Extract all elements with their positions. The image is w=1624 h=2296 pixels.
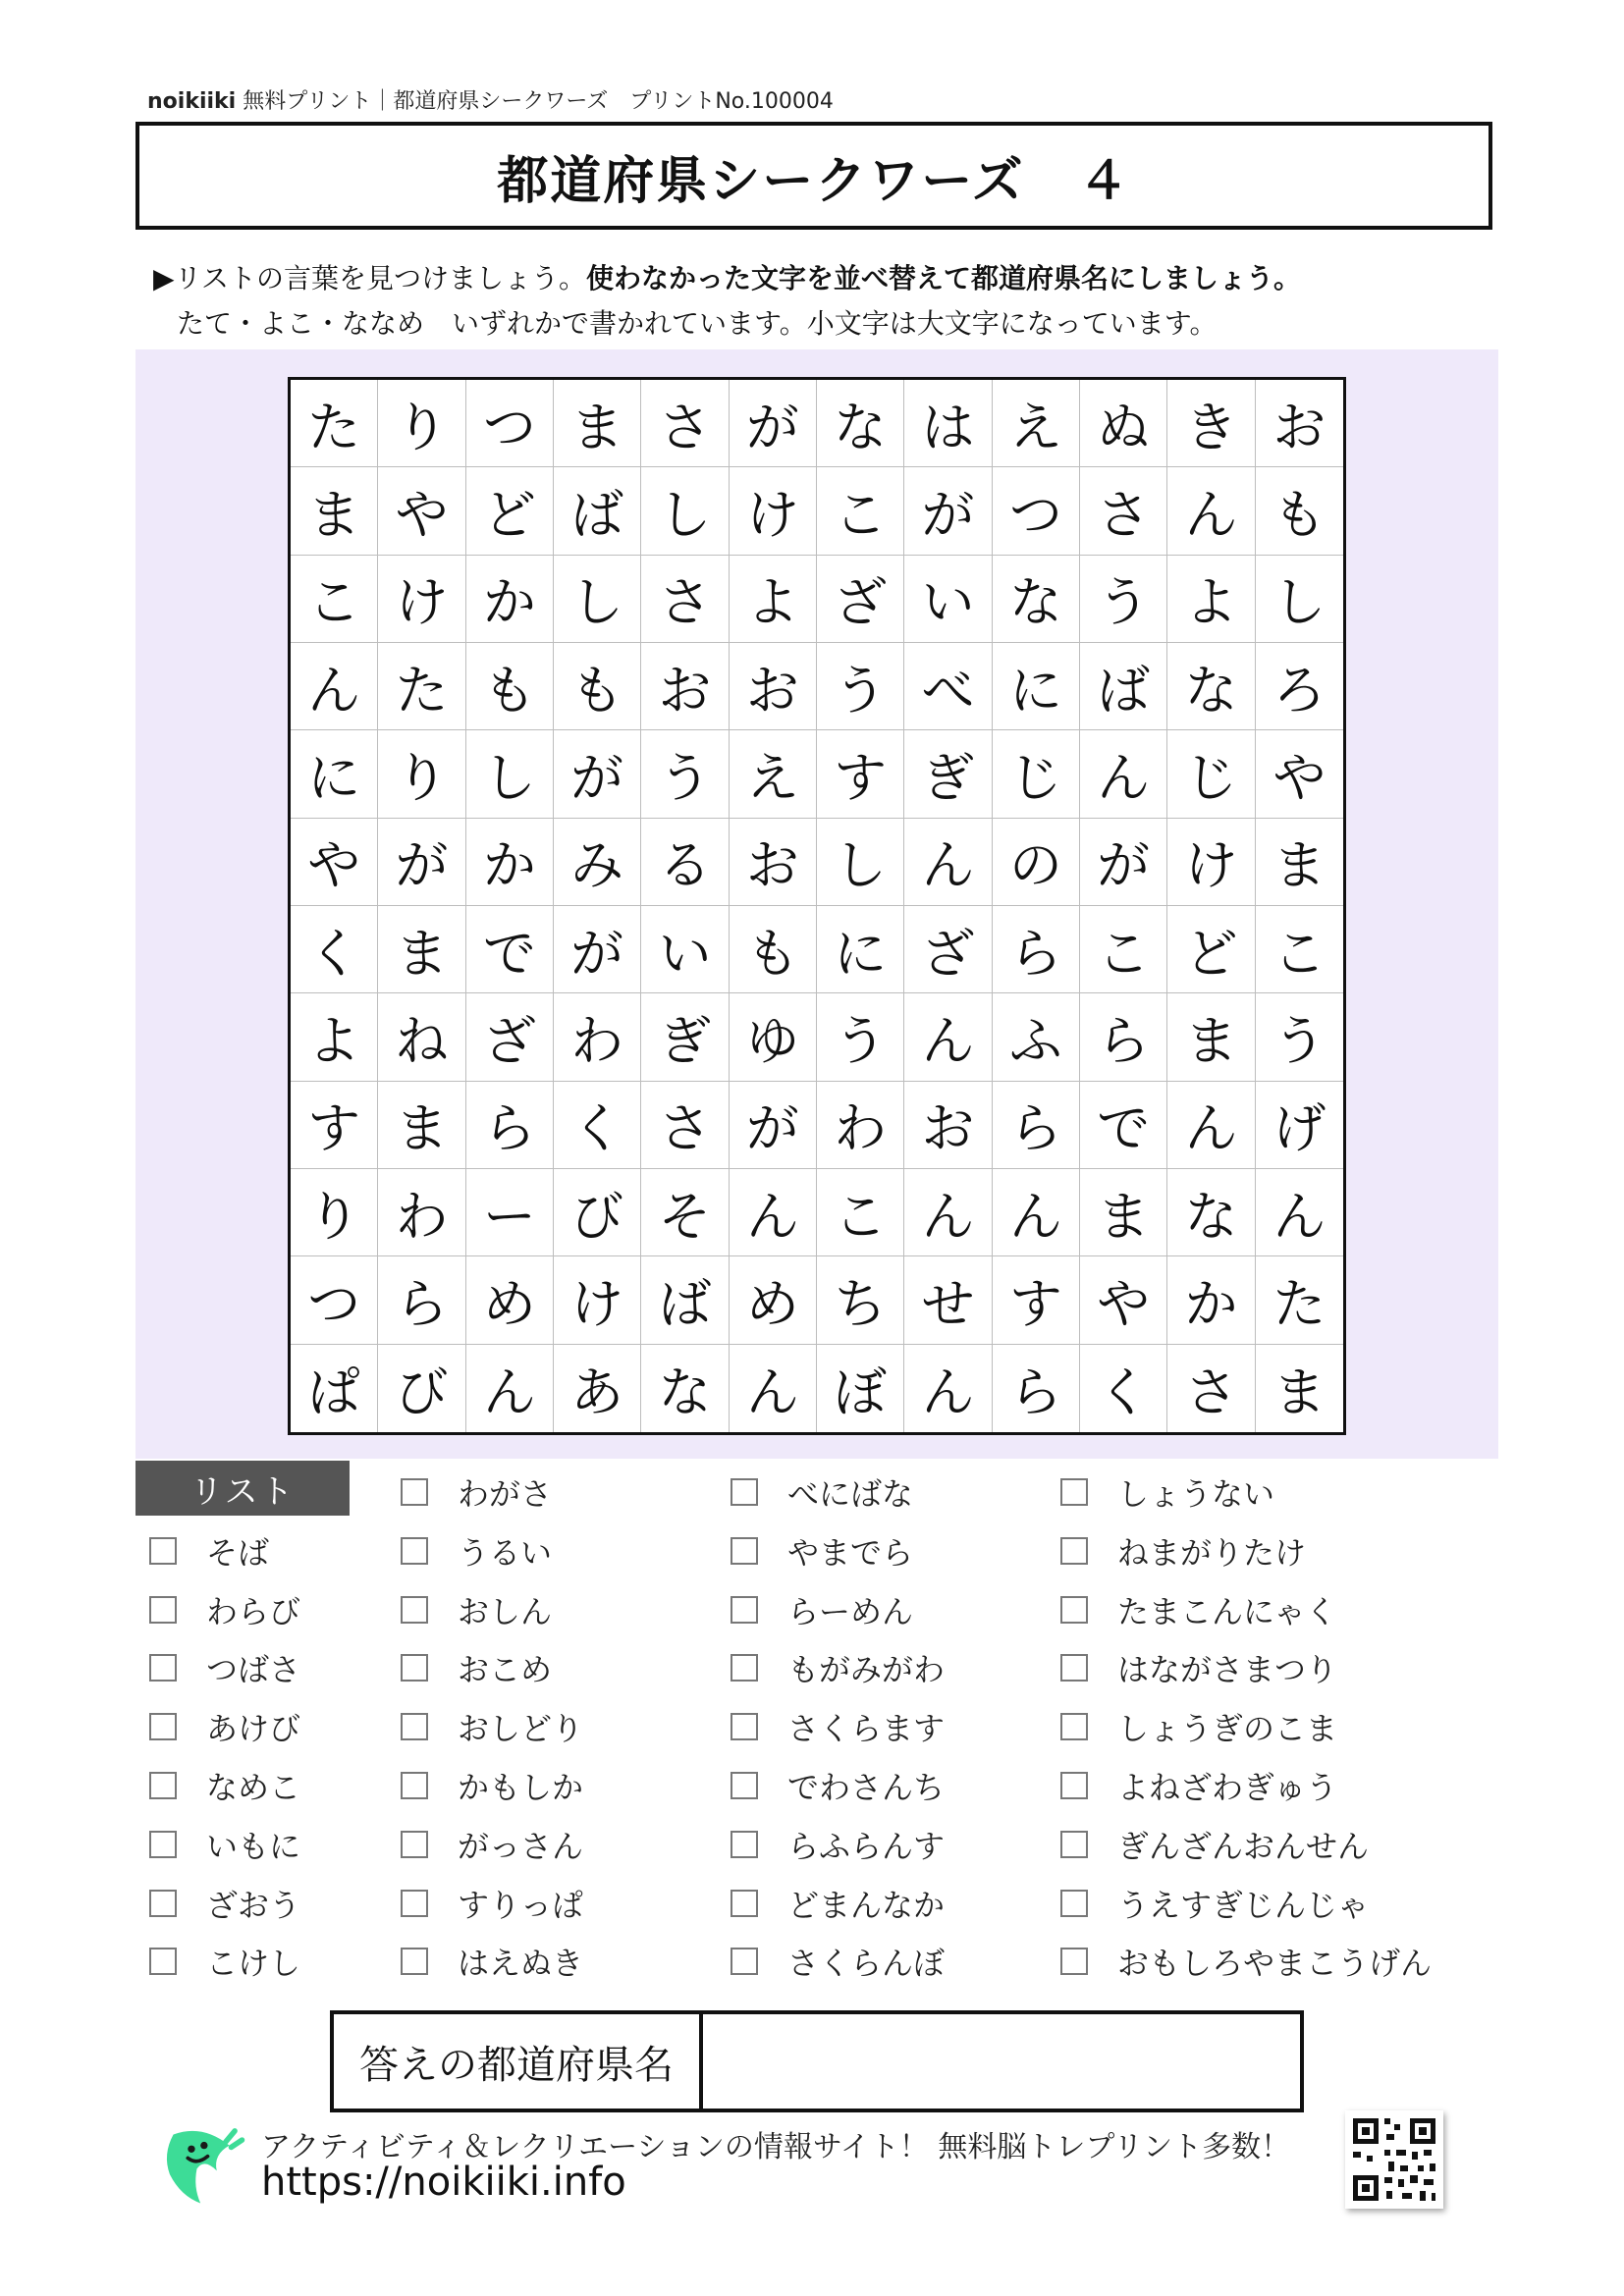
grid-cell: せ — [904, 1256, 992, 1344]
word-checkbox[interactable] — [731, 1948, 758, 1975]
word-label: らーめん — [787, 1592, 914, 1630]
word-label: しょうない — [1117, 1475, 1275, 1513]
grid-cell: ら — [378, 1256, 465, 1344]
grid-cell: こ — [817, 1169, 904, 1256]
grid-cell: ら — [993, 1345, 1080, 1432]
grid-cell: つ — [466, 380, 554, 467]
grid-cell: ん — [730, 1345, 817, 1432]
word-label: おしん — [458, 1592, 553, 1630]
grid-cell: や — [291, 819, 378, 906]
list-item — [149, 1590, 300, 1629]
grid-cell: み — [554, 819, 641, 906]
word-checkbox[interactable] — [149, 1537, 177, 1565]
noikiiki-logo-icon — [157, 2118, 247, 2209]
grid-cell: ど — [466, 467, 554, 555]
grid-cell: し — [817, 819, 904, 906]
grid-cell: つ — [291, 1256, 378, 1344]
word-label: なめこ — [206, 1769, 301, 1806]
list-item — [1060, 1472, 1274, 1512]
grid-cell: ら — [993, 1082, 1080, 1169]
word-checkbox[interactable] — [1060, 1654, 1088, 1682]
grid-cell: め — [466, 1256, 554, 1344]
word-label: しょうぎのこま — [1117, 1710, 1338, 1748]
grid-cell: ん — [1080, 730, 1167, 818]
grid-cell: か — [1167, 1256, 1255, 1344]
list-item — [731, 1942, 945, 1981]
word-label: おこめ — [458, 1651, 553, 1689]
list-item — [731, 1472, 913, 1512]
grid-cell: よ — [291, 993, 378, 1081]
list-item — [1060, 1825, 1369, 1864]
grid-cell: つ — [993, 467, 1080, 555]
grid-cell: ん — [993, 1169, 1080, 1256]
word-checkbox[interactable] — [731, 1713, 758, 1740]
grid-cell: び — [378, 1345, 465, 1432]
word-label: つばさ — [206, 1651, 301, 1689]
word-label: やまでら — [787, 1533, 914, 1572]
list-item — [149, 1766, 300, 1805]
grid-cell: こ — [291, 556, 378, 643]
grid-cell: で — [466, 906, 554, 993]
word-checkbox[interactable] — [401, 1772, 428, 1799]
grid-cell: も — [1256, 467, 1343, 555]
grid-cell: ど — [1167, 906, 1255, 993]
word-checkbox[interactable] — [1060, 1890, 1088, 1917]
word-label: おもしろやまこうげん — [1117, 1945, 1433, 1983]
word-label: よねざわぎゅう — [1117, 1769, 1338, 1806]
grid-cell: た — [1256, 1256, 1343, 1344]
grid-cell: ま — [1256, 819, 1343, 906]
grid-cell: り — [291, 1169, 378, 1256]
instruction-bold: 使わなかった文字を並べ替えて都道府県名にしましょう。 — [585, 262, 1301, 294]
grid-cell: い — [641, 906, 729, 993]
word-label: はながさまつり — [1117, 1651, 1338, 1689]
list-item — [149, 1942, 300, 1981]
grid-cell: け — [730, 467, 817, 555]
list-item — [149, 1648, 300, 1687]
grid-cell: ぱ — [291, 1345, 378, 1432]
grid-cell: ふ — [993, 993, 1080, 1081]
word-label: おしどり — [458, 1710, 584, 1748]
grid-cell: す — [993, 1256, 1080, 1344]
grid-cell: お — [641, 643, 729, 730]
list-item — [401, 1942, 583, 1981]
grid-cell: く — [1080, 1345, 1167, 1432]
list-item — [401, 1531, 552, 1571]
grid-cell: お — [904, 1082, 992, 1169]
word-label: わらび — [206, 1592, 301, 1630]
list-item — [731, 1884, 945, 1923]
word-checkbox[interactable] — [149, 1948, 177, 1975]
grid-cell: ら — [993, 906, 1080, 993]
grid-cell: た — [378, 643, 465, 730]
word-label: いもに — [206, 1827, 301, 1865]
word-label: そば — [206, 1533, 270, 1572]
grid-cell: か — [466, 556, 554, 643]
grid-cell: け — [378, 556, 465, 643]
list-item — [401, 1766, 583, 1805]
grid-cell: さ — [641, 1082, 729, 1169]
grid-cell: う — [1080, 556, 1167, 643]
grid-cell: な — [1167, 1169, 1255, 1256]
word-label: ざおう — [206, 1886, 301, 1924]
grid-cell: ら — [466, 1082, 554, 1169]
grid-cell: な — [817, 380, 904, 467]
word-checkbox[interactable] — [149, 1596, 177, 1624]
word-checkbox[interactable] — [1060, 1537, 1088, 1565]
print-info: 無料プリント｜都道府県シークワーズ プリントNo.100004 — [236, 89, 834, 114]
word-checkbox[interactable] — [401, 1713, 428, 1740]
grid-cell: ま — [1080, 1169, 1167, 1256]
grid-cell: う — [817, 993, 904, 1081]
word-label: さくらんぼ — [787, 1945, 946, 1983]
word-label: たまこんにゃく — [1117, 1592, 1337, 1630]
grid-cell: ん — [1256, 1169, 1343, 1256]
word-label: どまんなか — [787, 1886, 946, 1924]
grid-cell: な — [993, 556, 1080, 643]
word-checkbox[interactable] — [401, 1831, 428, 1858]
list-item — [1060, 1707, 1337, 1746]
grid-cell: に — [817, 906, 904, 993]
list-item — [401, 1648, 552, 1687]
word-label: べにばな — [787, 1475, 914, 1513]
grid-cell: じ — [993, 730, 1080, 818]
word-label: がっさん — [458, 1827, 584, 1865]
word-checkbox[interactable] — [149, 1713, 177, 1740]
word-label: うえすぎじんじゃ — [1117, 1886, 1370, 1924]
grid-cell: が — [904, 467, 992, 555]
grid-cell: ん — [730, 1169, 817, 1256]
grid-cell: ん — [904, 1345, 992, 1432]
grid-cell: や — [1080, 1256, 1167, 1344]
grid-cell: や — [1256, 730, 1343, 818]
grid-cell: す — [291, 1082, 378, 1169]
grid-cell: う — [1256, 993, 1343, 1081]
list-item — [1060, 1884, 1369, 1923]
grid-cell: や — [378, 467, 465, 555]
word-checkbox[interactable] — [401, 1537, 428, 1565]
grid-cell: お — [730, 643, 817, 730]
grid-cell: こ — [1256, 906, 1343, 993]
list-item — [1060, 1648, 1337, 1687]
grid-cell: ん — [466, 1345, 554, 1432]
grid-cell: ば — [1080, 643, 1167, 730]
word-checkbox[interactable] — [731, 1478, 758, 1506]
word-checkbox[interactable] — [401, 1890, 428, 1917]
word-label: もがみがわ — [787, 1651, 946, 1689]
grid-cell: お — [730, 819, 817, 906]
grid-cell: ざ — [904, 906, 992, 993]
word-checkbox[interactable] — [731, 1596, 758, 1624]
grid-cell: が — [554, 730, 641, 818]
grid-cell: も — [730, 906, 817, 993]
grid-cell: あ — [554, 1345, 641, 1432]
grid-cell: び — [554, 1169, 641, 1256]
footer-tagline: アクティビティ＆レクリエーションの情報サイト！ 無料脳トレプリント多数！ — [261, 2130, 1291, 2164]
grid-cell: ん — [1167, 467, 1255, 555]
grid-cell: も — [466, 643, 554, 730]
grid-cell: じ — [1167, 730, 1255, 818]
word-checkbox[interactable] — [731, 1831, 758, 1858]
grid-cell: お — [1256, 380, 1343, 467]
brand-name: noikiiki — [147, 89, 237, 114]
word-checkbox[interactable] — [1060, 1713, 1088, 1740]
word-label: あけび — [206, 1710, 301, 1748]
word-label: わがさ — [458, 1475, 553, 1513]
grid-cell: ん — [1167, 1082, 1255, 1169]
grid-cell: ら — [1080, 993, 1167, 1081]
grid-cell: ま — [1167, 993, 1255, 1081]
grid-cell: ま — [554, 380, 641, 467]
grid-cell: さ — [1080, 467, 1167, 555]
word-label: こけし — [206, 1945, 301, 1983]
grid-cell: ん — [291, 643, 378, 730]
grid-cell: が — [378, 819, 465, 906]
word-label: ぎんざんおんせん — [1117, 1827, 1370, 1865]
grid-cell: め — [730, 1256, 817, 1344]
grid-cell: ぼ — [817, 1345, 904, 1432]
grid-cell: う — [641, 730, 729, 818]
grid-cell: ん — [904, 993, 992, 1081]
grid-cell: よ — [730, 556, 817, 643]
word-checkbox[interactable] — [149, 1654, 177, 1682]
list-item — [1060, 1590, 1336, 1629]
word-checkbox[interactable] — [401, 1948, 428, 1975]
word-label: さくらます — [787, 1710, 946, 1748]
word-label: はえぬき — [458, 1945, 584, 1983]
list-item — [401, 1590, 552, 1629]
grid-cell: も — [554, 643, 641, 730]
grid-cell: わ — [378, 1169, 465, 1256]
grid-cell: た — [291, 380, 378, 467]
grid-cell: ま — [1272, 1361, 1326, 1423]
word-search-grid — [288, 377, 1346, 1435]
list-item — [401, 1825, 583, 1864]
list-item — [731, 1707, 945, 1746]
grid-cell: そ — [641, 1169, 729, 1256]
grid-cell: ぎ — [641, 993, 729, 1081]
word-checkbox[interactable] — [1060, 1772, 1088, 1799]
grid-cell: に — [291, 730, 378, 818]
grid-cell: い — [904, 556, 992, 643]
grid-cell: ち — [817, 1256, 904, 1344]
header-line — [147, 84, 834, 115]
grid-cell: ま — [378, 1082, 465, 1169]
list-item — [731, 1590, 913, 1629]
grid-cell: よ — [1167, 556, 1255, 643]
list-item — [731, 1825, 945, 1864]
grid-cell: け — [554, 1256, 641, 1344]
list-item — [1060, 1531, 1306, 1571]
grid-cell: す — [817, 730, 904, 818]
grid-cell: に — [993, 643, 1080, 730]
grid-cell: け — [1167, 819, 1255, 906]
grid-cell: ぬ — [1080, 380, 1167, 467]
grid-cell: ぎ — [904, 730, 992, 818]
grid-cell: う — [817, 643, 904, 730]
grid-cell: ま — [378, 906, 465, 993]
list-item — [149, 1825, 300, 1864]
word-label: でわさんち — [787, 1769, 946, 1806]
grid-cell: ん — [904, 819, 992, 906]
grid-cell: が — [730, 1082, 817, 1169]
grid-cell: き — [1167, 380, 1255, 467]
grid-cell: ろ — [1256, 643, 1343, 730]
word-checkbox[interactable] — [731, 1654, 758, 1682]
grid-cell: ー — [466, 1169, 554, 1256]
grid-cell: こ — [817, 467, 904, 555]
word-label: らふらんす — [787, 1827, 946, 1865]
list-item — [731, 1531, 913, 1571]
grid-cell: く — [291, 906, 378, 993]
answer-box — [330, 2010, 1304, 2112]
instruction-line-1 — [153, 257, 1301, 296]
list-item — [731, 1766, 945, 1805]
word-checkbox[interactable] — [149, 1772, 177, 1799]
grid-cell: ざ — [817, 556, 904, 643]
list-label: リスト — [135, 1461, 350, 1516]
word-label: すりっぱ — [458, 1886, 584, 1924]
footer-url[interactable]: https://noikiiki.info — [261, 2160, 626, 2205]
list-item — [731, 1648, 945, 1687]
grid-cell: ん — [904, 1169, 992, 1256]
grid-cell: く — [554, 1082, 641, 1169]
page-title: 都道府県シークワーズ ４ — [135, 122, 1492, 230]
word-label: うるい — [458, 1533, 553, 1572]
answer-label: 答えの都道府県名 — [334, 2014, 703, 2109]
qr-code-icon — [1345, 2110, 1443, 2209]
grid-cell: が — [554, 906, 641, 993]
list-item — [1060, 1766, 1337, 1805]
grid-cell: ば — [554, 467, 641, 555]
grid-cell: が — [1080, 819, 1167, 906]
word-checkbox[interactable] — [149, 1831, 177, 1858]
word-checkbox[interactable] — [401, 1478, 428, 1506]
list-item — [149, 1884, 300, 1923]
grid-cell: の — [993, 819, 1080, 906]
grid-cell: し — [466, 730, 554, 818]
grid-cell: わ — [554, 993, 641, 1081]
instruction-line-2: たて・よこ・ななめ いずれかで書かれています。小文字は大文字になっています。 — [177, 307, 1218, 340]
word-checkbox[interactable] — [1060, 1948, 1088, 1975]
grid-cell: え — [993, 380, 1080, 467]
word-checkbox[interactable] — [1060, 1831, 1088, 1858]
list-item — [401, 1472, 552, 1512]
grid-cell: さ — [641, 380, 729, 467]
grid-cell: な — [1167, 643, 1255, 730]
word-checkbox[interactable] — [731, 1772, 758, 1799]
word-checkbox[interactable] — [401, 1596, 428, 1624]
word-checkbox[interactable] — [1060, 1478, 1088, 1506]
word-checkbox[interactable] — [731, 1890, 758, 1917]
grid-cell: げ — [1256, 1082, 1343, 1169]
word-checkbox[interactable] — [401, 1654, 428, 1682]
grid-cell: か — [466, 819, 554, 906]
grid-cell: る — [641, 819, 729, 906]
grid-cell: し — [1256, 556, 1343, 643]
grid-cell: ざ — [466, 993, 554, 1081]
list-item — [149, 1707, 300, 1746]
grid-cell: な — [641, 1345, 729, 1432]
word-checkbox[interactable] — [731, 1537, 758, 1565]
grid-cell: が — [730, 380, 817, 467]
grid-cell: え — [730, 730, 817, 818]
list-item — [1060, 1942, 1432, 1981]
list-item — [401, 1884, 583, 1923]
grid-cell: わ — [817, 1082, 904, 1169]
grid-cell: し — [554, 556, 641, 643]
word-checkbox[interactable] — [1060, 1596, 1088, 1624]
answer-field[interactable] — [703, 2014, 1300, 2109]
word-checkbox[interactable] — [149, 1890, 177, 1917]
grid-cell: こ — [1080, 906, 1167, 993]
grid-cell: り — [378, 380, 465, 467]
list-item — [149, 1531, 269, 1571]
grid-cell: ば — [641, 1256, 729, 1344]
grid-cell: り — [378, 730, 465, 818]
word-label: ねまがりたけ — [1117, 1533, 1307, 1572]
grid-cell: さ — [1167, 1345, 1255, 1432]
grid-cell: は — [904, 380, 992, 467]
grid-cell: ね — [378, 993, 465, 1081]
grid-cell: ま — [291, 467, 378, 555]
word-label: かもしか — [458, 1769, 584, 1806]
grid-cell: さ — [641, 556, 729, 643]
instruction-normal: ▶リストの言葉を見つけましょう。 — [153, 262, 586, 294]
grid-cell: で — [1080, 1082, 1167, 1169]
list-item — [401, 1707, 583, 1746]
grid-cell: し — [641, 467, 729, 555]
grid-cell: ゆ — [730, 993, 817, 1081]
grid-cell: べ — [904, 643, 992, 730]
